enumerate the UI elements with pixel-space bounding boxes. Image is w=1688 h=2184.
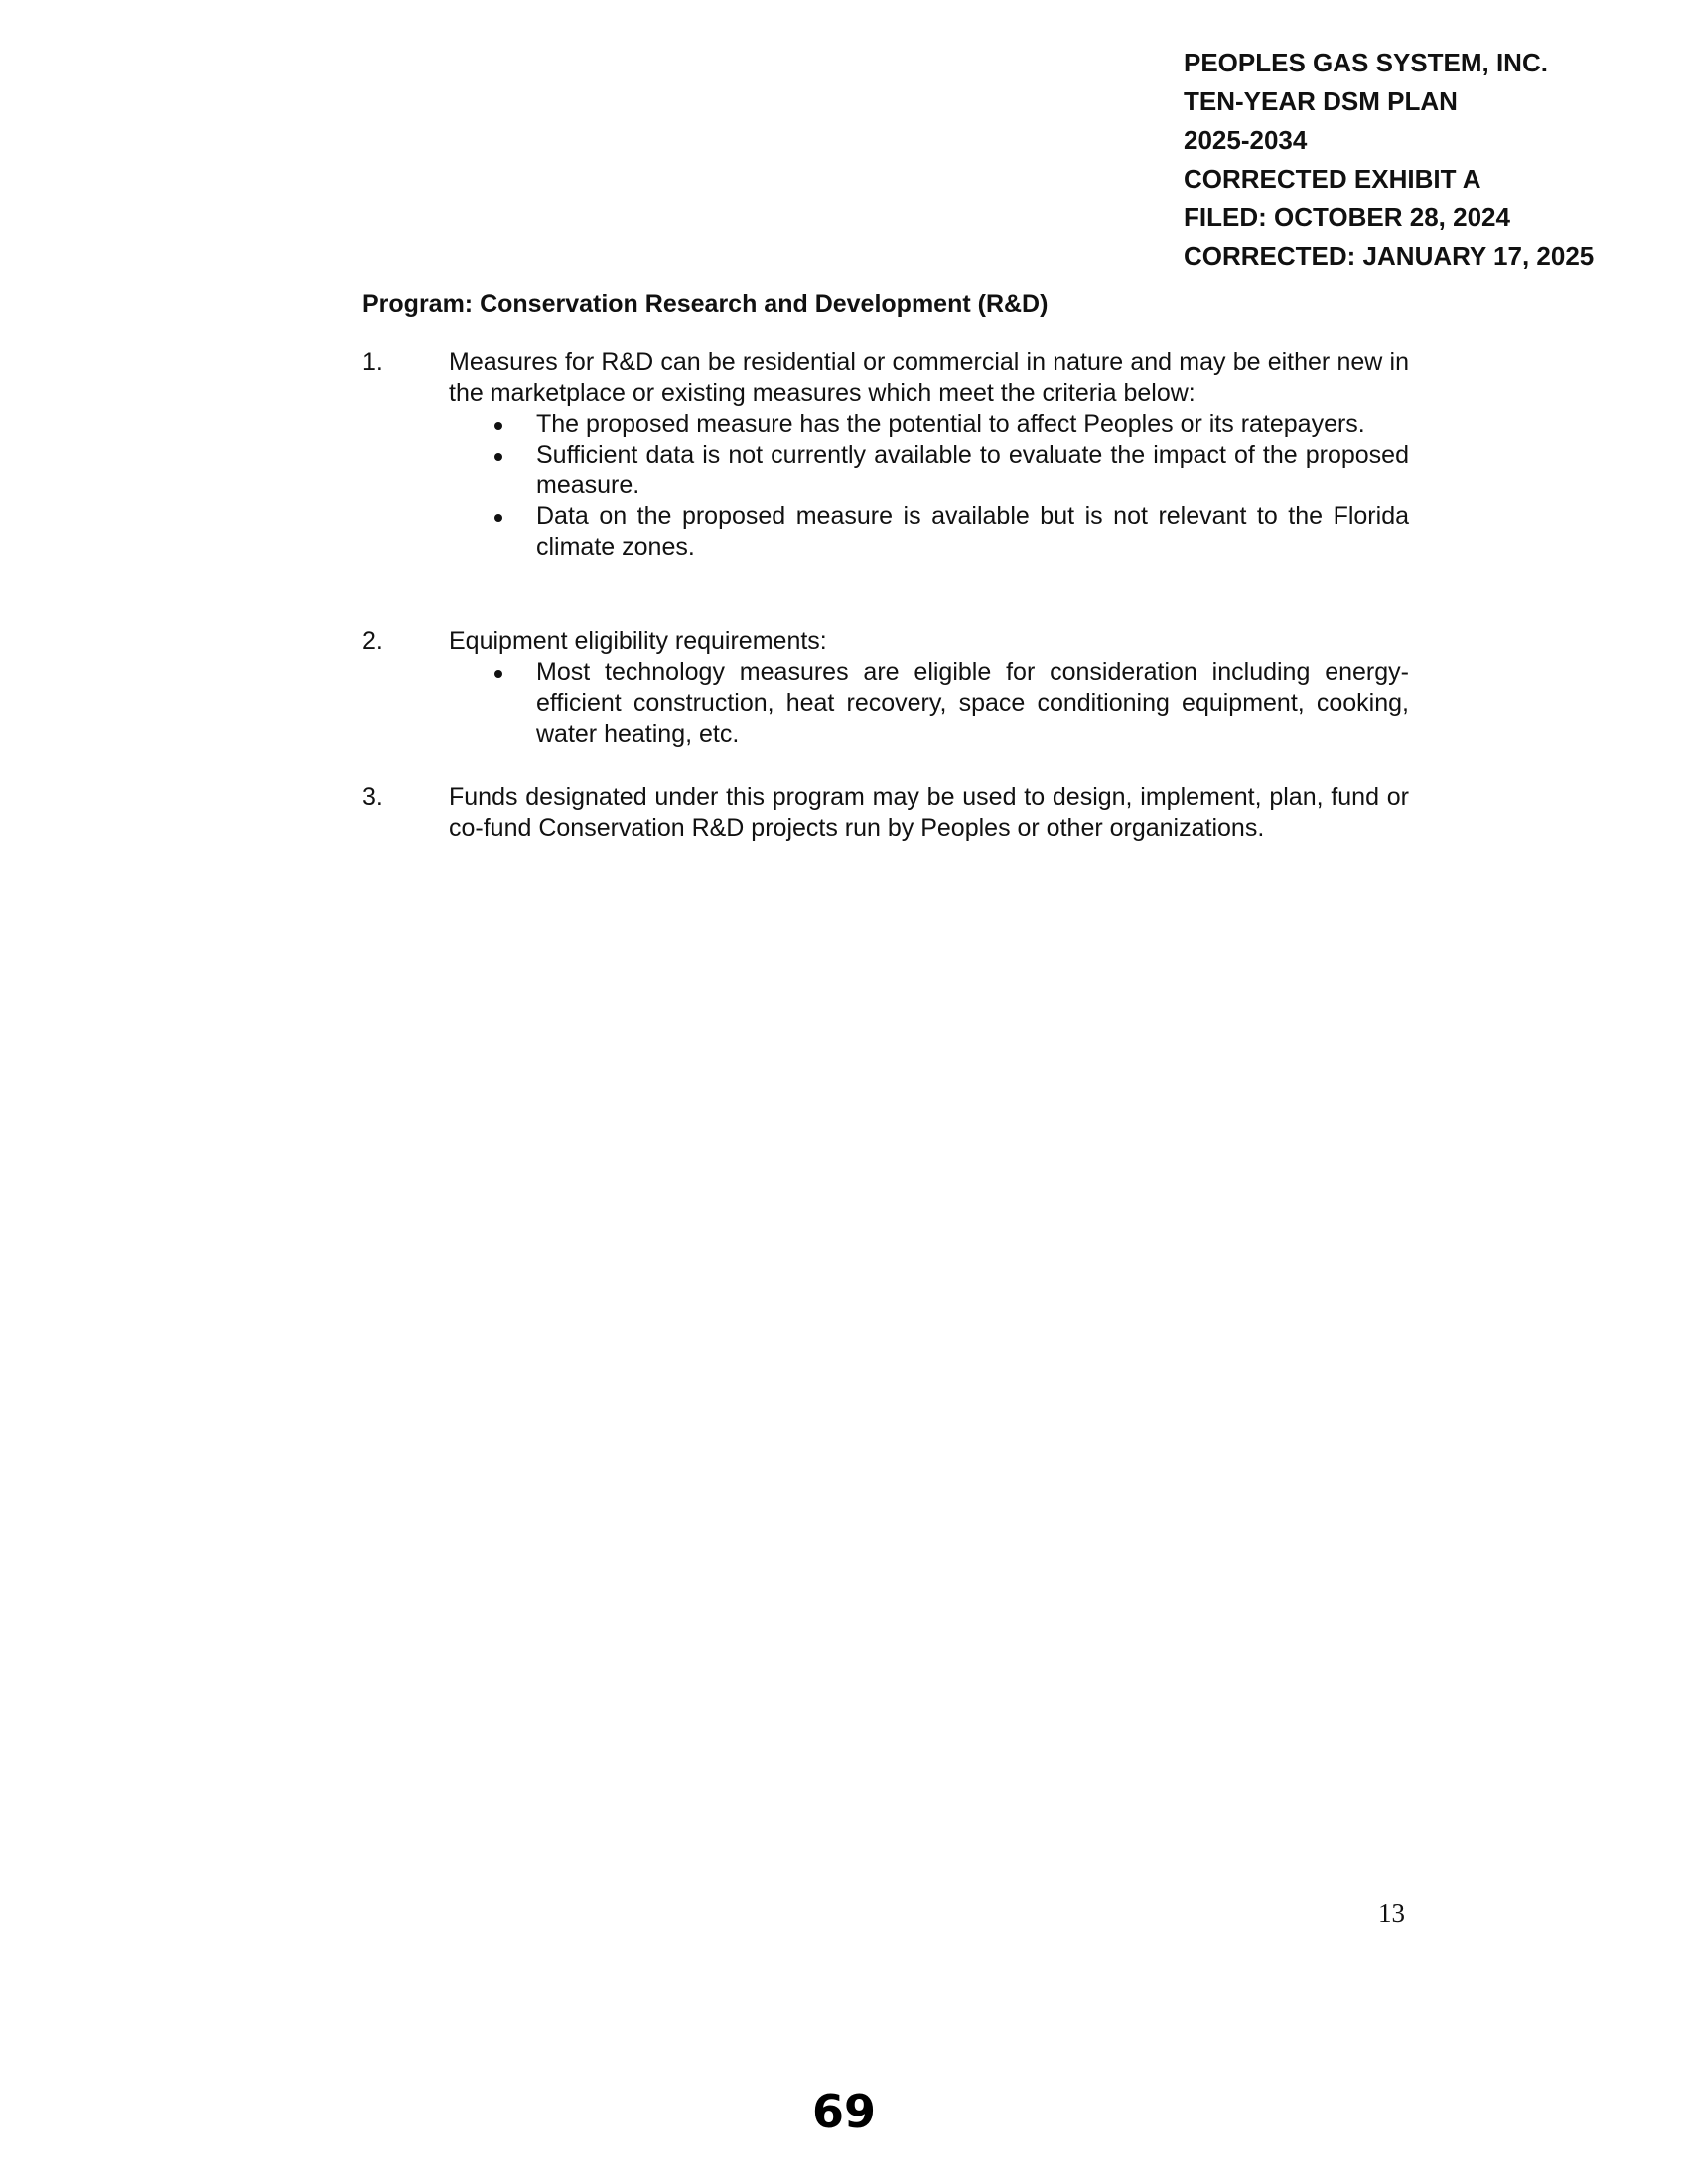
header-exhibit: CORRECTED EXHIBIT A (1184, 164, 1481, 194)
bullet-item (536, 501, 1409, 563)
bullet-text: Sufficient data is not currently available to evaluate the impact of the proposed measure. (536, 441, 1409, 499)
item-text: Funds designated under this program may be used to design, implement, plan, fund or co-fund Conservation R&D projects run by Peoples or other organizations. (449, 783, 1409, 842)
item-number: 3. (362, 783, 383, 811)
bullet-icon (494, 670, 502, 678)
numbered-item (362, 347, 1409, 563)
header-corrected-date: CORRECTED: JANUARY 17, 2025 (1184, 241, 1595, 271)
header-years: 2025-2034 (1184, 125, 1308, 155)
bullet-item (536, 440, 1409, 501)
item-number: 1. (362, 348, 383, 376)
document-header (1184, 44, 1660, 276)
numbered-item (362, 782, 1409, 844)
item-number: 2. (362, 627, 383, 655)
bullet-icon (494, 453, 502, 461)
bullet-text: The proposed measure has the potential to affect Peoples or its ratepayers. (536, 410, 1365, 438)
bullet-icon (494, 514, 502, 522)
bullet-list (362, 657, 1409, 750)
bullet-text: Most technology measures are eligible for consideration including energy-efficient construction, heat recovery, space conditioning equipment, cooking, water heating, etc. (536, 658, 1409, 748)
bullet-icon (494, 422, 502, 430)
bullet-item (536, 409, 1409, 440)
header-company: PEOPLES GAS SYSTEM, INC. (1184, 48, 1548, 77)
numbered-item (362, 626, 1409, 750)
bates-page-number: 69 (811, 2085, 876, 2138)
program-title: Program: Conservation Research and Development (R&D) (362, 290, 1049, 318)
header-filed-date: FILED: OCTOBER 28, 2024 (1184, 203, 1510, 232)
header-plan: TEN-YEAR DSM PLAN (1184, 86, 1458, 116)
bullet-item (536, 657, 1409, 750)
bullet-list (362, 409, 1409, 563)
page-number: 13 (1378, 1898, 1405, 1928)
bullet-text: Data on the proposed measure is available but is not relevant to the Florida climate zones. (536, 502, 1409, 561)
item-text: Measures for R&D can be residential or commercial in nature and may be either new in the marketplace or existing measures which meet the criteria below: (449, 348, 1409, 407)
item-text: Equipment eligibility requirements: (449, 627, 827, 655)
